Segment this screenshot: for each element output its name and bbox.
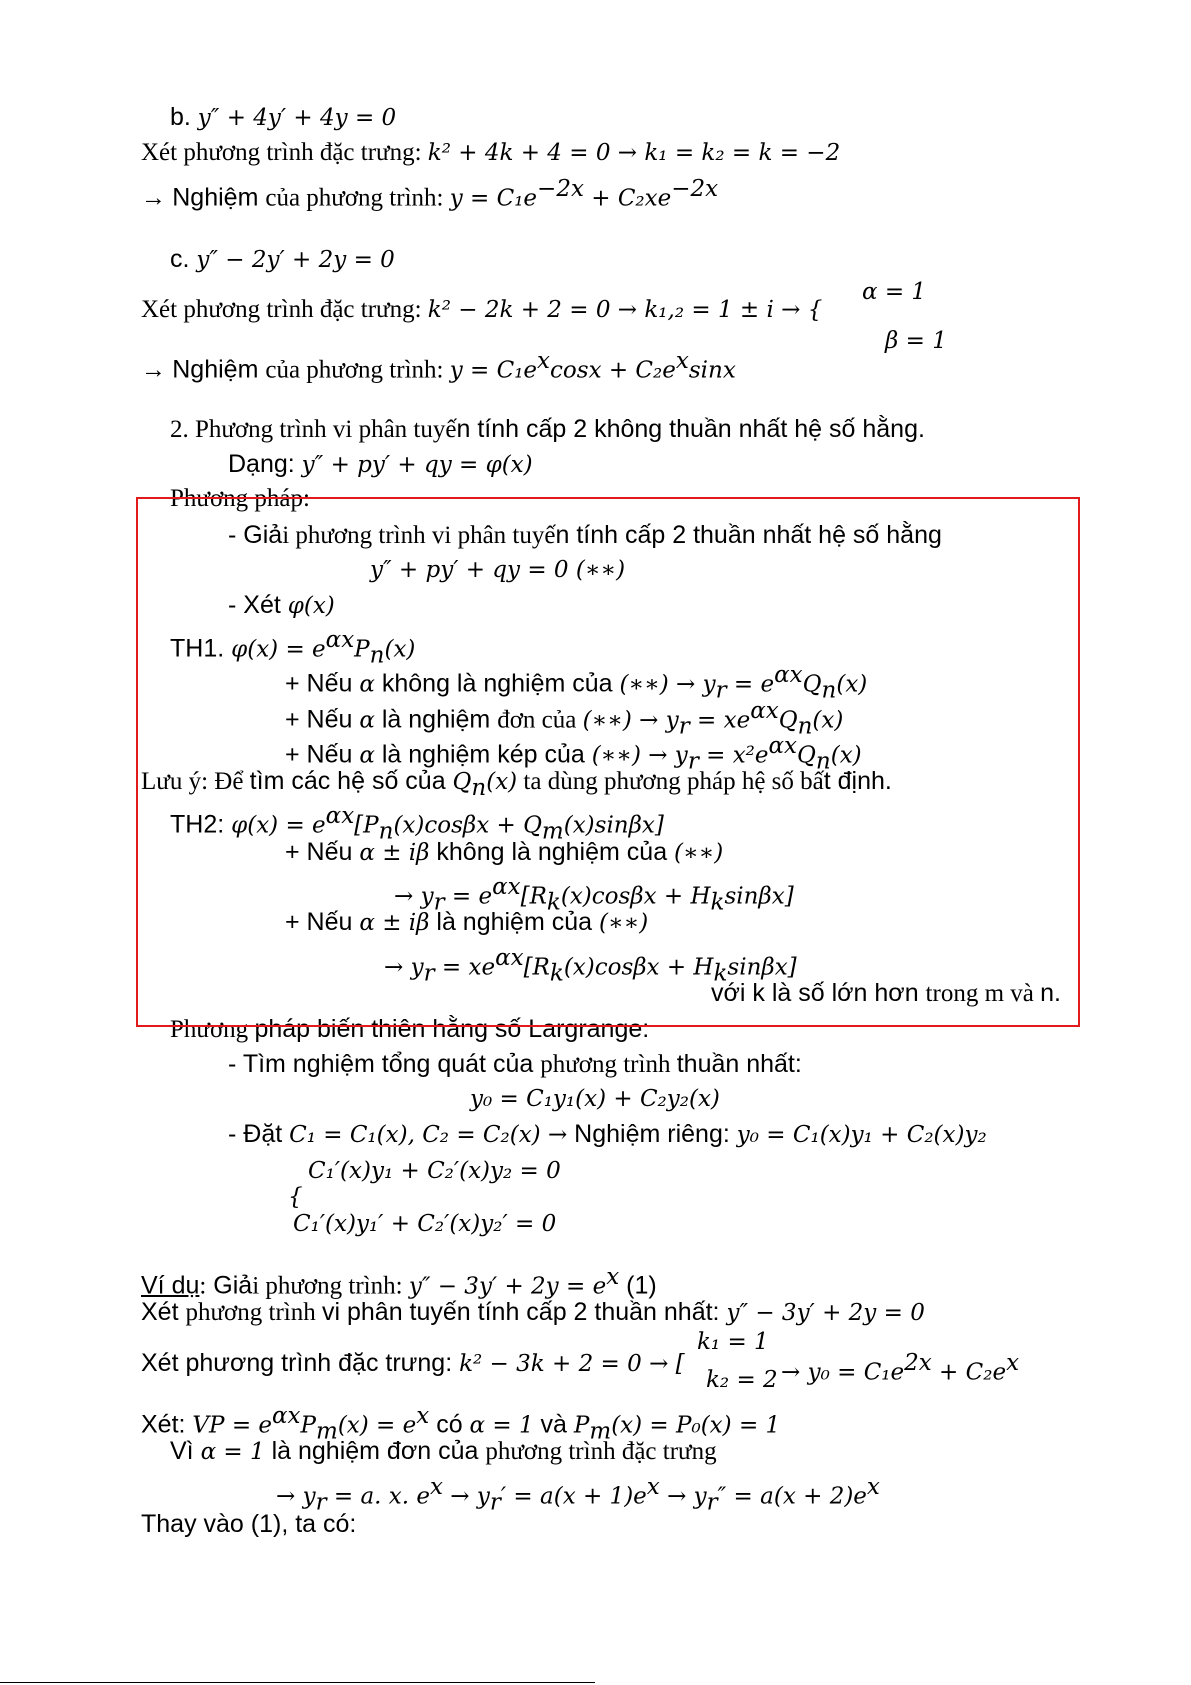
text-run: k² − 3k + 2 = 0 → [ — [459, 1351, 685, 1377]
text-run: TH1. — [170, 634, 232, 663]
text-run: r — [423, 960, 435, 987]
text-run: α ± iβ — [359, 910, 430, 936]
text-line-l26 — [470, 1084, 720, 1114]
text-run: α ± iβ — [359, 840, 430, 866]
text-run: P — [573, 1412, 590, 1439]
text-run: + Nếu — [285, 669, 360, 698]
text-run: tìm các hệ số của — [249, 767, 453, 795]
text-run: r — [678, 713, 690, 740]
text-line-l25 — [228, 1049, 802, 1080]
text-run: có — [429, 1410, 470, 1439]
text-run: x — [866, 1474, 880, 1500]
text-run: y″ − 3y′ + 2y = 0 — [726, 1300, 925, 1326]
text-run: αx — [325, 627, 355, 653]
text-run: (x)cosβx + H — [563, 954, 714, 981]
text-run: k — [546, 889, 561, 916]
footnote-rule — [0, 1682, 595, 1683]
text-run: Xét: — [141, 1410, 193, 1439]
text-line-l32c — [781, 1348, 1019, 1387]
text-run: r — [706, 1489, 718, 1516]
text-run: P — [300, 1412, 317, 1439]
text-run: trong m và — [925, 980, 1041, 1007]
text-run: (∗∗) → y — [591, 742, 688, 769]
text-line-l29 — [293, 1209, 556, 1239]
text-run: + C₂xe — [583, 185, 672, 212]
text-run: = xe — [689, 707, 751, 734]
highlight-box — [136, 497, 1080, 1027]
text-run: - Giả — [228, 521, 283, 549]
text-run: t định. — [823, 767, 892, 795]
text-line-l4 — [170, 244, 395, 275]
text-run: n — [369, 642, 385, 669]
text-run: là nghiệm đơn của — [264, 1437, 486, 1465]
text-run: n — [378, 818, 394, 845]
text-run: −2x — [671, 176, 719, 202]
text-run: k² − 2k + 2 = 0 → k₁,₂ = 1 ± i → { — [427, 297, 823, 323]
text-run: = e — [444, 883, 493, 910]
text-run: + Nếu — [285, 705, 360, 734]
text-run: n. — [1040, 979, 1061, 1007]
text-run: x — [1006, 1350, 1020, 1376]
text-run: Ví dụ — [141, 1271, 200, 1300]
text-run: α = 1 — [862, 279, 927, 305]
text-run: Phương pháp: — [170, 485, 310, 512]
text-run: αx — [272, 1403, 301, 1429]
text-run: pháp biến thiên hằng số Largrange: — [254, 1015, 650, 1043]
text-run: 2. Phương trình vi phân tuyế — [170, 416, 457, 443]
text-run: Xét phương trình đặc trưng: — [141, 1349, 460, 1377]
text-run: Nghiệm — [172, 355, 266, 384]
text-run: với k là số lớn hơn — [711, 979, 926, 1007]
text-run: x — [675, 348, 689, 374]
text-run: - Xét — [228, 591, 288, 619]
text-run: n — [815, 748, 831, 775]
text-run: phương trình — [540, 1051, 677, 1078]
text-run: α — [359, 671, 375, 698]
text-run: (x)cosβx + H — [560, 883, 711, 910]
text-run: VP = e — [192, 1412, 273, 1439]
text-run: không là nghiệm của — [429, 838, 675, 866]
text-run: C₁′(x)y₁′ + C₂′(x)y₂′ = 0 — [293, 1211, 557, 1237]
text-line-l5 — [141, 295, 822, 325]
text-line-l31 — [141, 1297, 925, 1328]
text-run: r — [715, 677, 727, 704]
text-run: Xét phương trình đặc trưng: — [141, 139, 428, 166]
text-run: TH2: — [170, 810, 232, 839]
text-run: (∗∗) — [674, 840, 724, 866]
text-run: Nghiệm — [172, 183, 266, 212]
text-line-l32a — [697, 1327, 769, 1357]
text-line-l32 — [141, 1348, 685, 1379]
text-run: x — [606, 1264, 620, 1290]
text-run: (x) — [486, 769, 518, 795]
text-run: P — [354, 636, 370, 663]
text-run: i phương trình vi phân tuyế — [282, 522, 556, 549]
text-run: αx — [774, 662, 803, 688]
text-run: là nghiệm của — [429, 908, 599, 936]
text-run: y = C₁e — [449, 357, 538, 384]
text-run: n — [821, 677, 837, 704]
text-run: = x²e — [698, 742, 769, 769]
text-run: y″ − 3y′ + 2y = e — [408, 1273, 607, 1300]
text-run: c. — [170, 245, 197, 273]
text-line-l36 — [141, 1509, 356, 1540]
text-run: Nghiệm riêng: — [567, 1120, 737, 1148]
text-run: αx — [325, 803, 355, 829]
text-run: α = 1 — [200, 1439, 265, 1465]
text-line-l28b — [288, 1182, 303, 1212]
text-run: m — [316, 1418, 338, 1445]
text-run: r — [433, 889, 445, 916]
text-run: đơn của — [497, 706, 583, 734]
text-run: → y — [384, 954, 424, 981]
text-run: αx — [750, 698, 779, 724]
text-line-l35 — [276, 1472, 880, 1517]
text-run: Giả — [206, 1271, 253, 1300]
text-run: β = 1 — [885, 328, 947, 354]
text-run: (x) = e — [337, 1412, 417, 1439]
text-run: Vì — [170, 1437, 201, 1465]
text-run: thuần nhất: — [676, 1050, 802, 1078]
text-run: Lưu ý: Để — [141, 768, 250, 795]
text-run: sinβx] — [724, 883, 794, 910]
text-run: n — [471, 775, 487, 801]
text-run: = e — [726, 671, 775, 698]
text-run: [P — [354, 812, 379, 839]
text-run: + Nếu — [285, 740, 360, 769]
text-line-l3 — [141, 174, 718, 213]
text-line-l27 — [228, 1119, 987, 1150]
text-run: [R — [523, 954, 550, 981]
text-run: và — [533, 1410, 574, 1439]
text-run: : — [199, 1272, 207, 1300]
text-run: Xét — [141, 1298, 186, 1326]
text-line-l2 — [141, 138, 840, 168]
text-run: phương trình đặc trưng — [485, 1438, 717, 1465]
text-run: C₁ = C₁(x), C₂ = C₂(x) → — [289, 1122, 568, 1148]
text-run: ′ = a(x + 1)e — [500, 1483, 647, 1510]
text-run: k — [713, 960, 728, 987]
text-run: x — [537, 348, 551, 374]
text-line-l5b — [885, 326, 947, 356]
text-run: α = 1 — [469, 1412, 534, 1439]
text-run: i phương trình: — [252, 1272, 409, 1300]
text-run: (x) — [830, 742, 862, 769]
text-run: α — [359, 707, 375, 734]
text-run: ta dùng phương pháp hệ số bấ — [517, 768, 824, 795]
text-run: Q — [797, 742, 816, 769]
text-run: → — [141, 356, 173, 384]
text-run: k — [710, 889, 725, 916]
text-run: - Tìm nghiệm tổng quát của — [228, 1050, 541, 1078]
text-run: m — [589, 1418, 612, 1445]
text-run: x — [646, 1474, 660, 1500]
text-run: không là nghiệm của — [374, 669, 620, 698]
text-run: + Nếu — [285, 908, 360, 936]
text-run: sinβx] — [727, 954, 797, 981]
text-run: (x)cosβx + Q — [393, 812, 542, 839]
text-run: αx — [495, 945, 524, 971]
text-run: của phương trình: — [265, 184, 450, 212]
text-line-l28 — [308, 1156, 561, 1186]
text-line-l32b — [706, 1365, 778, 1395]
text-run: (∗∗) → y — [619, 671, 716, 698]
text-run: 2x — [904, 1350, 932, 1376]
text-run: r — [687, 748, 699, 775]
text-run: { — [288, 1184, 303, 1210]
text-run: y₀ = C₁(x)y₁ + C₂(x)y₂ — [736, 1122, 987, 1148]
text-run: Xét phương trình đặc trưng: — [141, 296, 428, 323]
text-line-l5a — [862, 277, 926, 307]
text-run: (x) — [384, 636, 416, 663]
text-run: k — [549, 960, 564, 987]
text-run: (x) — [812, 707, 844, 734]
text-run: y = C₁e — [449, 185, 538, 212]
text-run: + Nếu — [285, 838, 360, 866]
text-run: → y — [659, 1483, 707, 1510]
text-run: x — [430, 1474, 443, 1500]
text-run: sinx — [688, 357, 736, 384]
text-run: Thay vào (1), ta có: — [141, 1510, 357, 1538]
text-run: x — [416, 1403, 430, 1429]
text-run: b. — [170, 103, 198, 131]
text-run: [R — [520, 883, 547, 910]
text-run: là nghiệm kép của — [374, 740, 592, 769]
text-run: m — [541, 818, 564, 845]
text-run: → y — [443, 1483, 490, 1510]
text-run: cosx + C₂e — [550, 357, 676, 384]
text-run: → y₀ = C₁e — [781, 1359, 905, 1386]
text-run: (∗∗) — [598, 910, 649, 936]
text-run: + C₂e — [931, 1359, 1007, 1386]
text-run: là nghiệm — [374, 705, 498, 734]
text-run: r — [315, 1489, 327, 1516]
text-run: n tính cấp 2 không thuần nhất hệ số hằng. — [456, 415, 925, 443]
text-run: (x) — [836, 671, 868, 698]
text-run: y₀ = C₁y₁(x) + C₂y₂(x) — [470, 1086, 720, 1112]
text-line-l8 — [228, 449, 533, 480]
text-run: = a. x. e — [326, 1483, 431, 1510]
text-run: Q — [802, 671, 822, 698]
text-run: (x) = P₀(x) = 1 — [611, 1412, 781, 1439]
text-run: vi phân tuyến tính cấp 2 thuần nhất: — [321, 1298, 727, 1326]
text-run: k₁ = 1 — [697, 1329, 769, 1355]
text-run: Q — [452, 769, 472, 795]
text-run: Dạng: — [228, 450, 302, 478]
text-run: n — [797, 713, 813, 740]
text-run: α — [359, 742, 375, 769]
text-run: (∗∗) → y — [582, 707, 679, 734]
text-run: y″ + py′ + qy = φ(x) — [301, 452, 533, 478]
text-run: y″ − 2y′ + 2y = 0 — [196, 247, 395, 273]
text-run: → y — [394, 883, 434, 910]
text-run: n tính cấp 2 thuần nhất hệ số hằng — [555, 521, 942, 549]
text-line-l34 — [170, 1436, 717, 1467]
text-run: (x)sinβx] — [563, 812, 664, 839]
text-run: ″ = a(x + 2)e — [717, 1483, 867, 1510]
text-run: −2x — [537, 176, 584, 202]
text-run: = xe — [434, 954, 496, 981]
text-run: C₁′(x)y₁ + C₂′(x)y₂ = 0 — [308, 1158, 561, 1184]
text-run: (1) — [619, 1271, 657, 1300]
text-run: y″ + py′ + qy = 0 (∗∗) — [370, 557, 626, 583]
text-line-l7 — [170, 414, 925, 445]
text-run: φ(x) — [287, 593, 335, 619]
text-run: k₂ = 2 — [706, 1367, 778, 1393]
text-run: αx — [768, 733, 798, 759]
text-run: r — [489, 1489, 501, 1516]
text-run: αx — [492, 874, 521, 900]
text-run: Phương — [170, 1016, 255, 1043]
text-run: → y — [276, 1483, 316, 1510]
text-run: - Đặt — [228, 1120, 290, 1148]
text-run: y″ + 4y′ + 4y = 0 — [197, 105, 397, 131]
text-run: phương trình — [185, 1299, 322, 1326]
text-line-l6 — [141, 346, 736, 385]
text-run: k² + 4k + 4 = 0 → k₁ = k₂ = k = −2 — [427, 140, 841, 166]
text-run: → — [141, 184, 173, 212]
text-run: φ(x) = e — [231, 812, 326, 839]
text-run: của phương trình: — [265, 356, 450, 384]
text-line-l1 — [170, 102, 396, 133]
text-line-l30 — [141, 1262, 657, 1301]
text-run: Q — [778, 707, 798, 734]
text-run: φ(x) = e — [231, 636, 326, 663]
